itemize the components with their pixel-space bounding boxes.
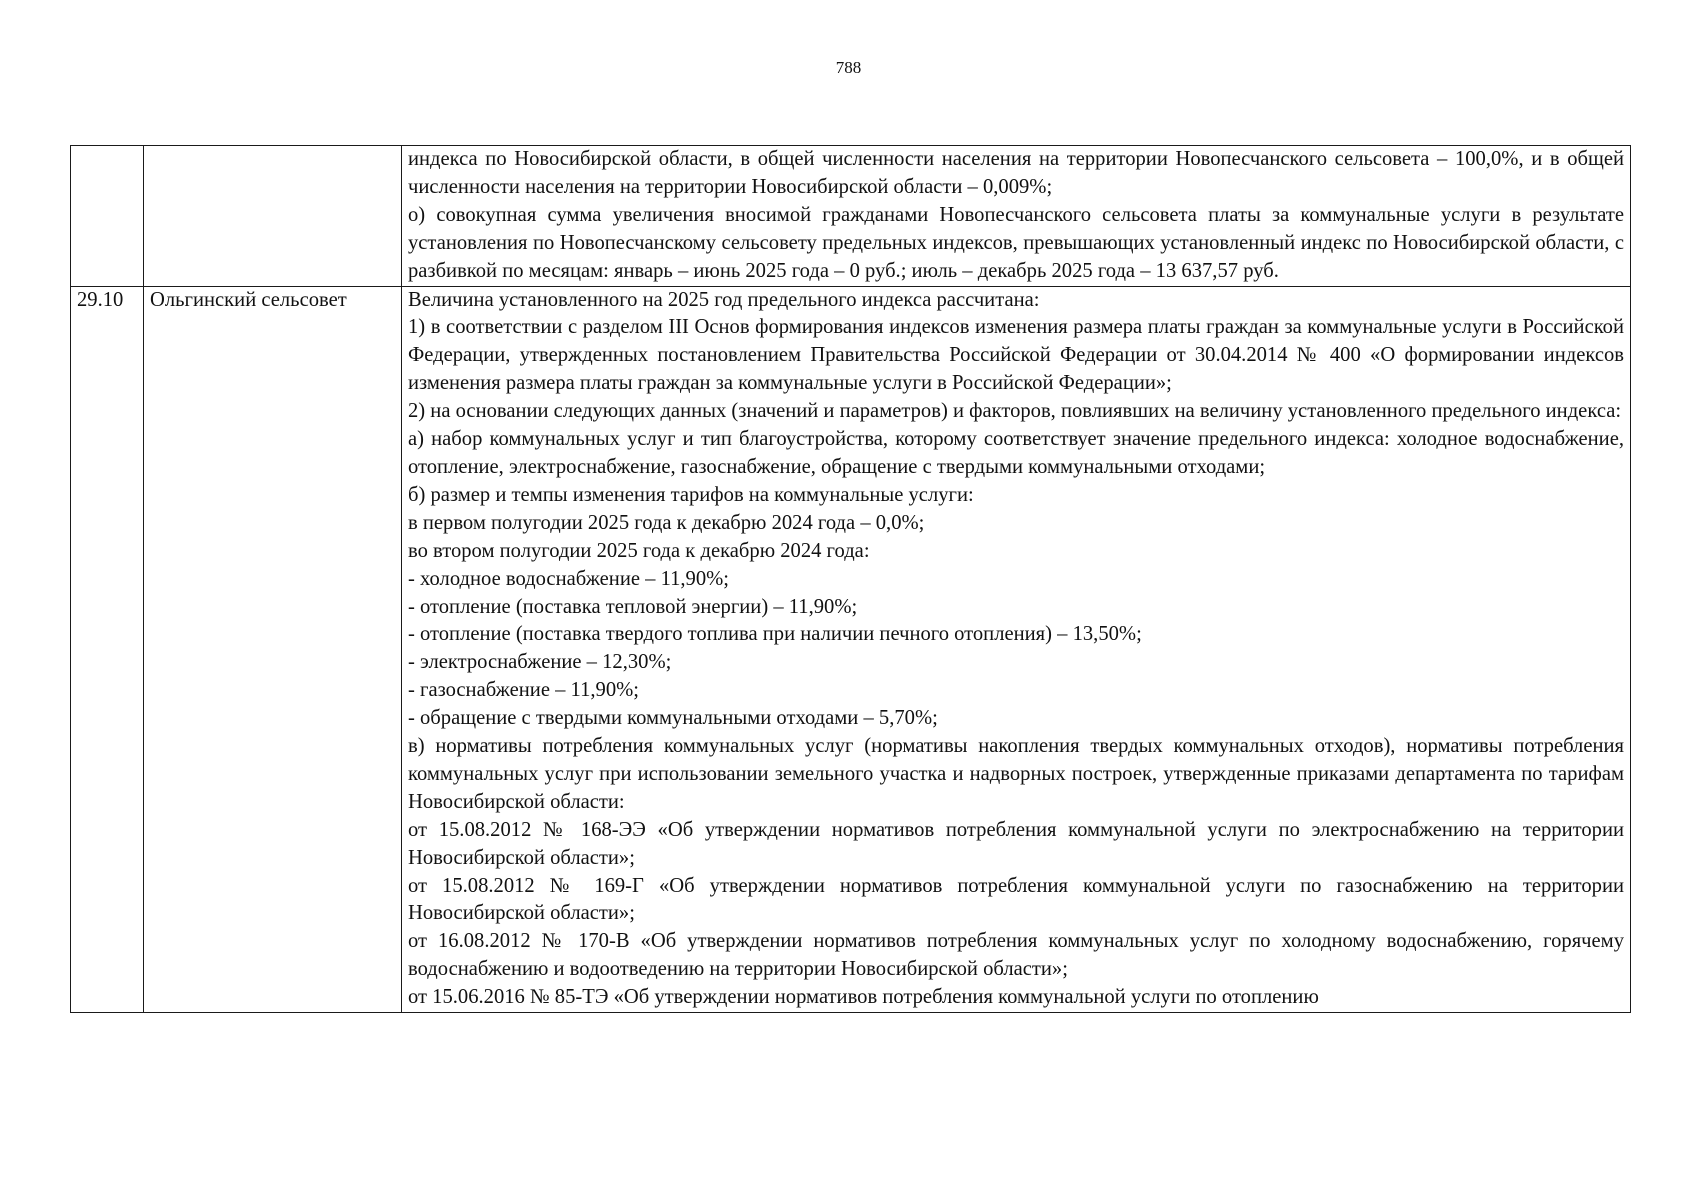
- paragraph: - холодное водоснабжение – 11,90%;: [408, 567, 730, 590]
- table-row: [71, 146, 1631, 287]
- row-number-cell: [71, 146, 144, 287]
- municipality-name-cell: Ольгинский сельсовет: [144, 286, 402, 1013]
- paragraph: от 16.08.2012 № 170-В «Об утверждении нормативов потребления коммунальных услуг по холодному водоснабжению, горячему водоснабжению и водоотведению на территории Новосибирской области»;: [408, 930, 1624, 981]
- paragraph: от 15.08.2012 № 169-Г «Об утверждении нормативов потребления коммунальной услуги по газоснабжению на территории Новосибирской области»;: [408, 874, 1624, 925]
- paragraph: - газоснабжение – 11,90%;: [408, 679, 640, 702]
- description-cell: [402, 146, 1631, 287]
- paragraph: в) нормативы потребления коммунальных услуг (нормативы накопления твердых коммунальных отходов), нормативы потребления коммунальных услуг при использовании земельного участка и надворных построек, утвержденные приказами департамента по тарифам Новосибирской области:: [408, 735, 1624, 813]
- paragraph: 1) в соответствии с разделом III Основ формирования индексов изменения размера платы граждан за коммунальные услуги в Российской Федерации, утвержденных постановлением Правительства Российской Федерации от 30.04.2014 № 400 «О формировании индексов изменения размера платы граждан за коммунальные услуги в Российской Федерации»;: [408, 316, 1624, 395]
- municipality-name-cell: [144, 146, 402, 287]
- paragraph: индекса по Новосибирской области, в общей численности населения на территории Новопесчанского сельсовета – 100,0%, и в общей численности населения на территории Новосибирской области – 0,009%;: [408, 148, 1624, 198]
- document-table: [70, 145, 1631, 1013]
- table-row: [71, 286, 1631, 1013]
- paragraph: от 15.08.2012 № 168-ЭЭ «Об утверждении нормативов потребления коммунальной услуги по электроснабжению на территории Новосибирской области»;: [408, 818, 1624, 869]
- paragraph: 2) на основании следующих данных (значений и параметров) и факторов, повлиявших на величину установленного предельного индекса:: [408, 400, 1622, 423]
- paragraph: а) набор коммунальных услуг и тип благоустройства, которому соответствует значение предельного индекса: холодное водоснабжение, отопление, электроснабжение, газоснабжение, обращение с твердыми коммунальными отходами;: [408, 428, 1624, 478]
- paragraph: в первом полугодии 2025 года к декабрю 2024 года – 0,0%;: [408, 511, 925, 534]
- paragraph: - отопление (поставка твердого топлива при наличии печного отопления) – 13,50%;: [408, 623, 1142, 646]
- row-number-cell: 29.10: [71, 286, 144, 1013]
- paragraph: от 15.06.2016 № 85-ТЭ «Об утверждении нормативов потребления коммунальной услуги по отоплению: [408, 986, 1319, 1009]
- page-number: 788: [835, 58, 862, 77]
- paragraph: - обращение с твердыми коммунальными отходами – 5,70%;: [408, 707, 938, 730]
- paragraph: - отопление (поставка тепловой энергии) – 11,90%;: [408, 595, 858, 618]
- description-cell: [402, 286, 1631, 1013]
- paragraph: б) размер и темпы изменения тарифов на коммунальные услуги:: [408, 483, 974, 506]
- paragraph: во втором полугодии 2025 года к декабрю 2024 года:: [408, 539, 870, 562]
- paragraph: о) совокупная сумма увеличения вносимой гражданами Новопесчанского сельсовета платы за коммунальные услуги в результате установления по Новопесчанскому сельсовету предельных индексов, превышающих установленный индекс по Новосибирской области, с разбивкой по месяцам: январь – июнь 2025 года – 0 руб.; июль – декабрь 2025 года – 13 637,57 руб.: [408, 203, 1624, 282]
- paragraph: Величина установленного на 2025 год предельного индекса рассчитана:: [408, 288, 1040, 311]
- paragraph: - электроснабжение – 12,30%;: [408, 651, 672, 674]
